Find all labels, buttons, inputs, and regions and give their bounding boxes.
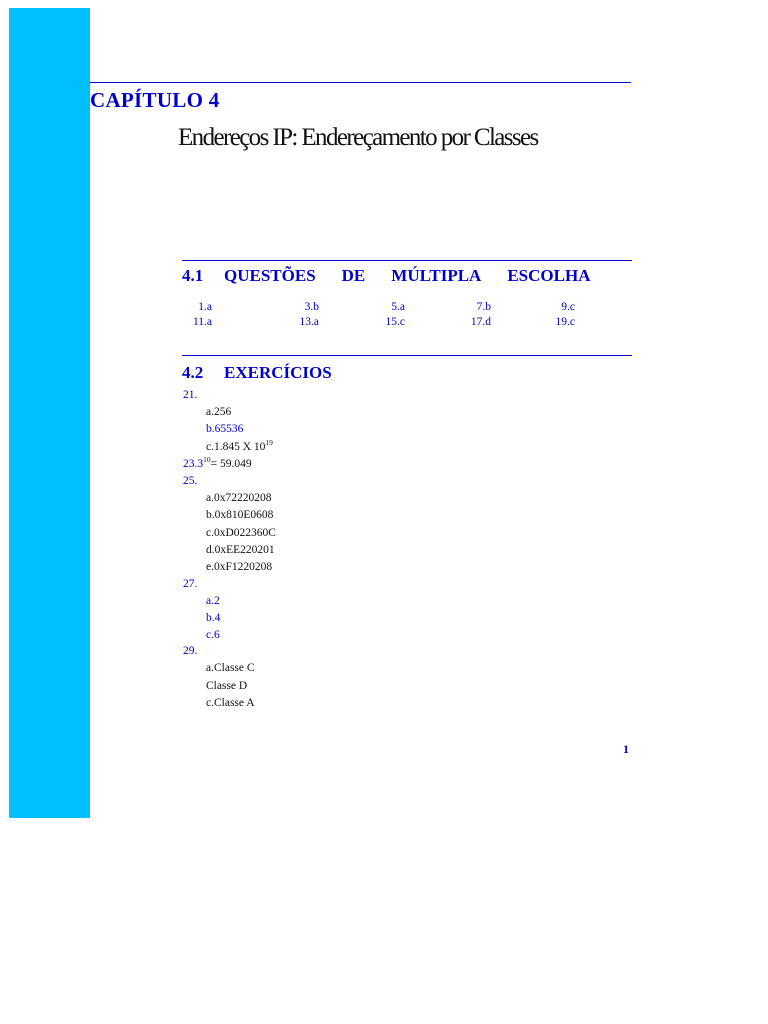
answer-item: 9.c <box>561 301 575 313</box>
exercise-answer: c.0xD022360C <box>206 527 276 539</box>
exercise-answer: e.0xF1220208 <box>206 561 273 573</box>
exercise-answer-text: c.1.845 X 10 <box>206 441 266 453</box>
chapter-rule <box>90 82 631 83</box>
exercise-number: 25. <box>183 475 198 487</box>
answer-item: 3.b <box>304 301 319 313</box>
section-number: 4.1 <box>182 266 204 285</box>
exercise-answer: a.Classe C <box>206 662 255 674</box>
sidebar-band <box>9 8 90 818</box>
section-rule-2 <box>182 355 632 356</box>
exercise-23 <box>183 455 252 470</box>
answer-item: 5.a <box>391 301 405 313</box>
section-number: 4.2 <box>182 363 204 382</box>
exercise-answer: Classe D <box>206 680 248 692</box>
exercise-number: 23.3 <box>183 458 204 470</box>
exercise-number: 29. <box>183 645 198 657</box>
exercise-number: 27. <box>183 578 198 590</box>
answer-item: 19.c <box>555 316 575 328</box>
exercise-answer <box>206 438 273 453</box>
section-rule-1 <box>182 260 632 261</box>
section-word: QUESTÕES <box>224 266 316 285</box>
exercise-answer: b.65536 <box>206 423 244 435</box>
exercise-answer: c.6 <box>206 629 220 641</box>
answer-item: 7.b <box>476 301 491 313</box>
section-word: DE <box>341 266 366 285</box>
exercise-answer: d.0xEE220201 <box>206 544 275 556</box>
exercise-answer: a.256 <box>206 406 232 418</box>
answer-item: 13.a <box>299 316 319 328</box>
exponent: 10 <box>203 455 211 464</box>
chapter-label: CAPÍTULO 4 <box>90 88 220 112</box>
chapter-title: Endereços IP: Endereçamento por Classes <box>178 124 538 151</box>
answer-item: 11.a <box>192 316 212 328</box>
section-word: MÚLTIPLA <box>391 266 482 285</box>
page-number: 1 <box>623 742 629 756</box>
section-heading-exercises <box>182 363 332 383</box>
exercise-answer: c.Classe A <box>206 697 255 709</box>
exponent: 19 <box>265 438 273 447</box>
section-word: ESCOLHA <box>507 266 591 285</box>
exercise-answer: b.4 <box>206 612 221 624</box>
answer-item: 17.d <box>470 316 491 328</box>
answer-item: 1.a <box>198 301 212 313</box>
exercise-answer-text: = 59.049 <box>210 458 252 470</box>
exercise-answer: a.2 <box>206 595 220 607</box>
section-title: EXERCÍCIOS <box>224 363 332 382</box>
exercise-answer: a.0x72220208 <box>206 492 272 504</box>
exercise-answer: b.0x810E0608 <box>206 509 274 521</box>
answer-item: 15.c <box>385 316 405 328</box>
exercise-number: 21. <box>183 389 198 401</box>
section-heading-multiple-choice <box>182 266 590 286</box>
